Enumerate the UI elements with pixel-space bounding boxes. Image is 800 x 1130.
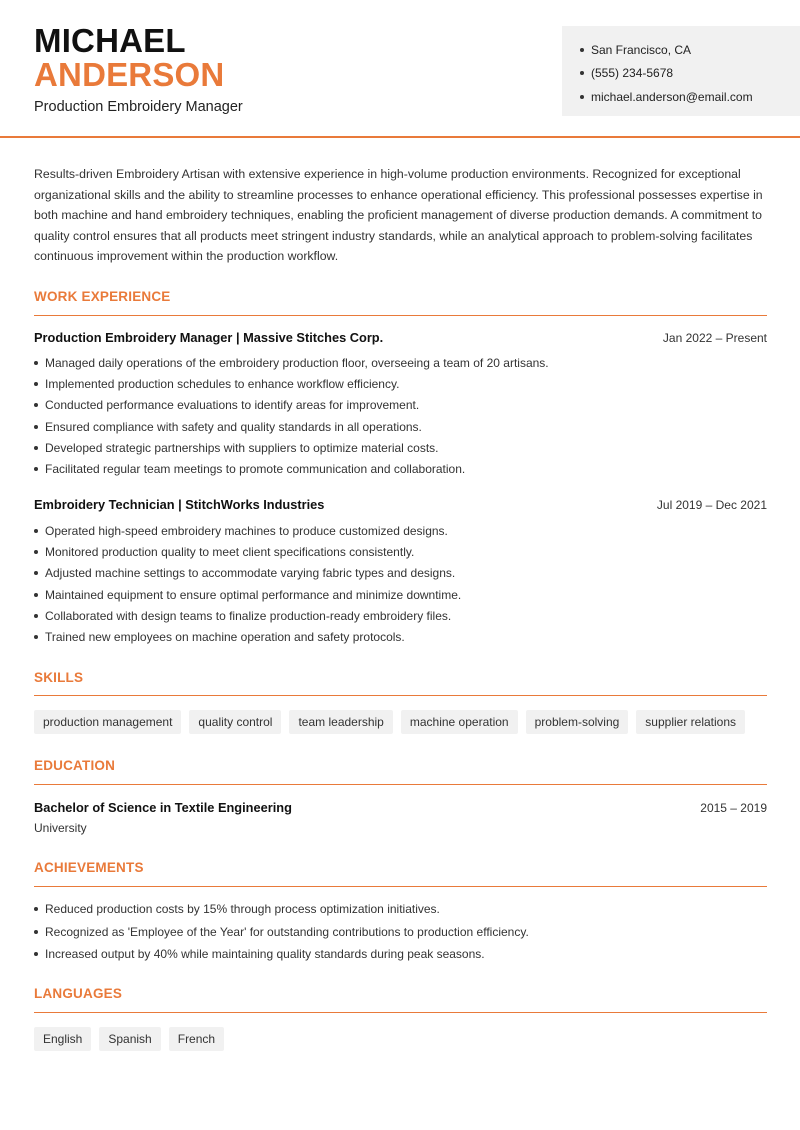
bullet-icon [34,550,38,554]
bullet-icon [34,635,38,639]
job-dates: Jan 2022 – Present [662,331,767,345]
list-item [34,541,767,562]
list-item-text: Facilitated regular team meetings to promote communication and collaboration. [45,462,466,477]
job-dates: Jul 2019 – Dec 2021 [656,498,767,512]
list-item [34,373,767,394]
bullet-icon [580,95,584,99]
education-header [34,800,767,815]
bullet-icon [34,593,38,597]
job-title: Production Embroidery Manager [34,99,243,115]
list-item-text: Developed strategic partnerships with suppliers to optimize material costs. [45,440,439,455]
location-text: San Francisco, CA [591,42,692,57]
list-item-text: Managed daily operations of the embroidery production floor, overseeing a team of 20 artisans. [45,355,549,370]
bullet-icon [580,48,584,52]
list-item-text: Operated high-speed embroidery machines to produce customized designs. [45,523,448,538]
contact-location [580,38,800,62]
section-divider [34,1012,767,1013]
list-item [34,352,767,373]
bullet-icon [34,571,38,575]
phone-text: (555) 234-5678 [591,66,674,81]
education-school: University [34,821,87,835]
section-divider [34,315,767,316]
list-item [34,458,767,479]
bullet-icon [34,907,38,911]
contact-email [580,85,800,109]
list-item [34,921,767,944]
job-bullet-list [34,352,767,480]
list-item-text: Conducted performance evaluations to identify areas for improvement. [45,398,420,413]
skill-chip: production management [34,710,181,734]
section-divider [34,784,767,785]
first-name: MICHAEL [34,22,186,59]
languages-list [34,1027,224,1051]
bullet-icon [34,467,38,471]
list-item [34,520,767,541]
bullet-icon [34,930,38,934]
bullet-icon [34,446,38,450]
email-text: michael.anderson@email.com [591,89,753,104]
education-degree: Bachelor of Science in Textile Engineering [34,800,292,815]
achievements-list [34,898,767,966]
skill-chip: problem-solving [526,710,629,734]
section-title-achievements: ACHIEVEMENTS [34,860,144,875]
skill-chip: quality control [189,710,281,734]
list-item-text: Recognized as 'Employee of the Year' for outstanding contributions to production efficiency. [45,924,529,939]
bullet-icon [34,614,38,618]
contact-box [562,26,800,116]
list-item-text: Implemented production schedules to enhance workflow efficiency. [45,376,400,391]
list-item [34,943,767,966]
education-years: 2015 – 2019 [700,801,767,815]
bullet-icon [34,529,38,533]
list-item-text: Collaborated with design teams to finalize production-ready embroidery files. [45,608,452,623]
bullet-icon [34,403,38,407]
resume-header [0,0,800,138]
language-chip: English [34,1027,91,1051]
language-chip: French [169,1027,224,1051]
bullet-icon [34,425,38,429]
list-item [34,626,767,647]
contact-phone [580,62,800,86]
bullet-icon [34,361,38,365]
skills-list [34,710,745,734]
list-item [34,898,767,921]
list-item-text: Maintained equipment to ensure optimal performance and minimize downtime. [45,587,462,602]
list-item [34,437,767,458]
bullet-icon [580,71,584,75]
job-header [34,330,767,345]
list-item [34,605,767,626]
skill-chip: team leadership [289,710,392,734]
list-item-text: Reduced production costs by 15% through process optimization initiatives. [45,902,440,917]
list-item-text: Increased output by 40% while maintaining quality standards during peak seasons. [45,947,485,962]
list-item [34,563,767,584]
list-item-text: Monitored production quality to meet client specifications consistently. [45,544,415,559]
job-role: Production Embroidery Manager | Massive Stitches Corp. [34,330,384,345]
last-name: ANDERSON [34,56,225,93]
section-divider [34,695,767,696]
section-title-education: EDUCATION [34,758,116,773]
list-item-text: Adjusted machine settings to accommodate varying fabric types and designs. [45,566,456,581]
section-title-skills: SKILLS [34,670,84,685]
bullet-icon [34,382,38,386]
section-title-work: WORK EXPERIENCE [34,289,171,304]
section-title-languages: LANGUAGES [34,986,123,1001]
summary-paragraph: Results-driven Embroidery Artisan with extensive experience in high-volume production environments. Recognized for exceptional organizational skills and the ability to streamline processes to enhance operational efficiency. This professional possesses expertise in both machine and hand embroidery techniques, enabling the proficient management of diverse production demands. A commitment to quality control ensures that all products meet stringent industry standards, while an analytical approach to problem-solving facilitates continuous improvement within the production workflow. [34,167,763,263]
list-item [34,584,767,605]
list-item-text: Ensured compliance with safety and quality standards in all operations. [45,419,422,434]
language-chip: Spanish [99,1027,160,1051]
job-bullet-list [34,520,767,648]
skill-chip: supplier relations [636,710,745,734]
section-divider [34,886,767,887]
job-header [34,497,767,512]
bullet-icon [34,952,38,956]
skill-chip: machine operation [401,710,518,734]
job-role: Embroidery Technician | StitchWorks Industries [34,497,325,512]
list-item-text: Trained new employees on machine operation and safety protocols. [45,630,405,645]
list-item [34,395,767,416]
list-item [34,416,767,437]
